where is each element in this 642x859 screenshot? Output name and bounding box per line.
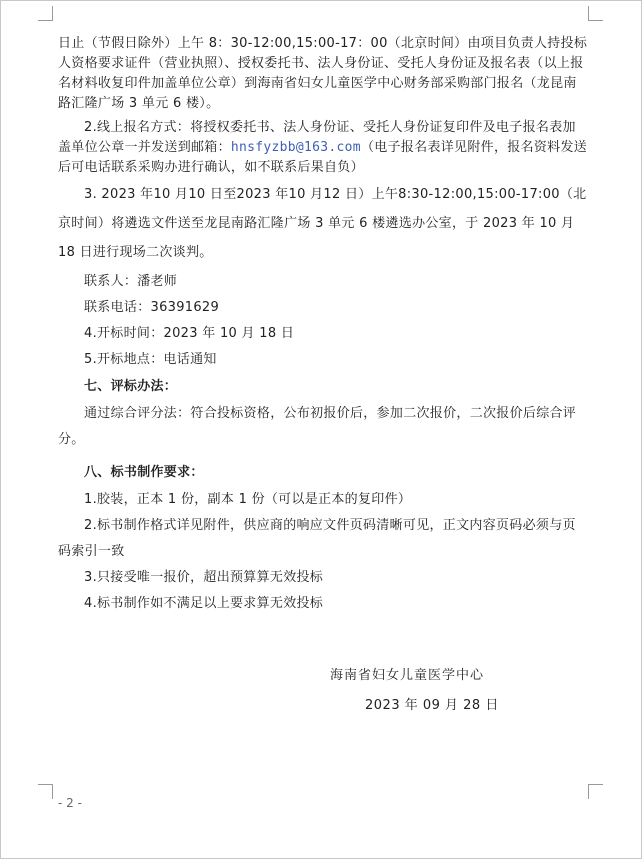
- online-text-before: 2.线上报名方式：将授权委托书、法人身份证、受托人身份证复印件及电子报名表加盖单位公章一并发送到邮箱：: [58, 120, 576, 155]
- opening-place: 5.开标地点：电话通知: [84, 352, 217, 367]
- section-7-body: 通过综合评分法：符合投标资格，公布初报价后，参加二次报价，二次报价后综合评分。: [58, 406, 577, 447]
- email-address[interactable]: hnsfyzbb@163.com: [230, 140, 361, 155]
- section-8-heading: 八、标书制作要求：: [84, 465, 204, 480]
- paragraph-registration-onsite: 日止（节假日除外）上午 8：30-12:00,15:00-17：00（北京时间）由项目负责人持投标人资格要求证件（营业执照）、授权委托书、法人身份证、受托人身份证及报名表（以上报名材料收复印件加盖单位公章）到海南省妇女儿童医学中心财务部采购部门报名（龙昆南路汇隆广场 3 单元 6 楼）。: [58, 36, 588, 111]
- document-body: [58, 34, 588, 617]
- crop-mark-bottom-left: [38, 784, 53, 799]
- opening-time: 4.开标时间：2023 年 10 月 18 日: [84, 326, 295, 341]
- crop-mark-top-left: [38, 6, 53, 21]
- requirement-1: 1.胶装，正本 1 份，副本 1 份（可以是正本的复印件）: [84, 492, 412, 507]
- paragraph-registration-online: [58, 118, 588, 178]
- signature-date: 2023 年 09 月 28 日: [365, 698, 499, 713]
- contact-phone: 联系电话：36391629: [84, 300, 220, 315]
- section-7-heading: 七、评标办法：: [84, 379, 178, 394]
- online-text-after: （电子报名表详见附件，报名资料发送后可电话联系采购办进行确认，如不联系后果自负）: [58, 140, 588, 175]
- signature-organization: 海南省妇女儿童医学中心: [330, 668, 485, 683]
- crop-mark-bottom-right: [588, 784, 603, 799]
- requirement-4: 4.标书制作如不满足以上要求算无效投标: [84, 596, 324, 611]
- contact-person: 联系人：潘老师: [84, 274, 178, 289]
- page-number: - 2 -: [58, 796, 82, 810]
- crop-mark-top-right: [588, 6, 603, 21]
- requirement-2: 2.标书制作格式详见附件，供应商的响应文件页码清晰可见，正文内容页码必须与页码索引一致: [58, 518, 576, 559]
- requirement-3: 3.只接受唯一报价，超出预算算无效投标: [84, 570, 324, 585]
- paragraph-submission: 3. 2023 年10 月10 日至2023 年10 月12 日）上午8:30-12:00,15:00-17:00（北京时间）将遴选文件送至龙昆南路汇隆广场 3 单元 6 楼遴选办公室，于 2023 年 10 月 18 日进行现场二次谈判。: [58, 187, 587, 260]
